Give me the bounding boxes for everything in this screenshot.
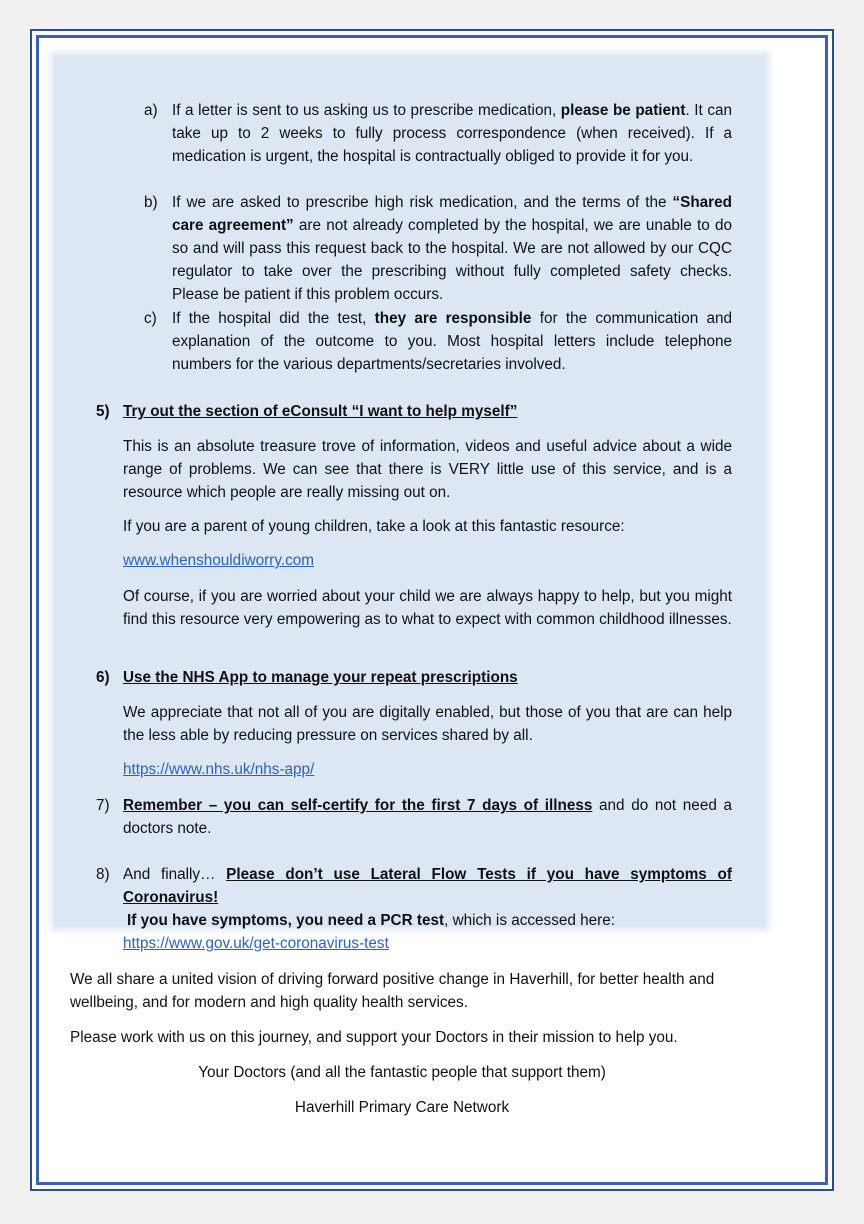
subitem-label: b) xyxy=(144,194,158,211)
item-6 xyxy=(123,666,732,781)
item-8-number: 8) xyxy=(96,866,110,883)
footer-paragraph: Please work with us on this journey, and support your Doctors in their mission to help you. xyxy=(70,1029,678,1046)
item-6-title: Use the NHS App to manage your repeat prescriptions xyxy=(123,669,518,686)
item-8-title: Please don’t use Lateral Flow Tests if you have symptoms of Coronavirus! xyxy=(123,866,732,906)
footer-paragraph: We all share a united vision of driving forward positive change in Haverhill, for better health and wellbeing, and for modern and high quality health services. xyxy=(70,971,715,1011)
coronavirus-test-link[interactable]: https://www.gov.uk/get-coronavirus-test xyxy=(123,935,389,952)
item-5-paragraph: Of course, if you are worried about your child we are always happy to help, but you might find this resource very empowering as to what to expect with common childhood illnesses. xyxy=(123,588,732,628)
item-5-number: 5) xyxy=(96,403,110,420)
organisation-name: Haverhill Primary Care Network xyxy=(294,1099,510,1116)
item-7-title: Remember – you can self-certify for the first 7 days of illness xyxy=(123,797,593,814)
subitem-b: b) If we are asked to prescribe high risk medication, and the terms of the “Shared care agreement” are not already completed by the hospital, we are unable to do so and will pass this request back to the hospital. We are not allowed by our CQC regulator to take over the prescribing without fully completed safety checks. Please be patient if this problem occurs. xyxy=(172,191,732,306)
item-8: And finally… Please don’t use Lateral Flow Tests if you have symptoms of Coronavirus! If you have symptoms, you need a PCR test, which is accessed here: https://www.gov.uk/get-coronavirus-test xyxy=(123,866,732,952)
whenshouldiworry-link[interactable]: www.whenshouldiworry.com xyxy=(123,552,314,569)
subitem-label: c) xyxy=(144,310,157,327)
item-5-paragraph: If you are a parent of young children, take a look at this fantastic resource: xyxy=(123,518,625,535)
item-5 xyxy=(123,400,732,631)
item-7-number: 7) xyxy=(96,797,110,814)
subitem-label: a) xyxy=(144,102,158,119)
item-5-paragraph: This is an absolute treasure trove of information, videos and useful advice about a wide range of problems. We can see that there is VERY little use of this service, and is a resource which people are really missing out on. xyxy=(123,438,732,501)
item-7: Remember – you can self-certify for the first 7 days of illness and do not need a doctors note. xyxy=(123,797,732,837)
subitem-a: a) If a letter is sent to us asking us to prescribe medication, please be patient. It can take up to 2 weeks to fully process correspondence (when received). If a medication is urgent, the hospital is contractually obliged to provide it for you. xyxy=(172,99,732,168)
item-6-number: 6) xyxy=(96,669,110,686)
bold-text: If you have symptoms, you need a PCR test xyxy=(127,912,445,929)
bold-text: “Shared care agreement” xyxy=(172,194,732,234)
subitem-c: c) If the hospital did the test, they are responsible for the communication and explanation of the outcome to you. Most hospital letters include telephone numbers for the various departments/secretaries involved. xyxy=(172,307,732,376)
item-6-paragraph: We appreciate that not all of you are digitally enabled, but those of you that are can help the less able by reducing pressure on services shared by all. xyxy=(123,704,732,744)
bold-text: please be patient xyxy=(560,102,686,119)
bold-text: they are responsible xyxy=(374,310,532,327)
item-5-title: Try out the section of eConsult “I want to help myself” xyxy=(123,403,518,420)
signoff: Your Doctors (and all the fantastic people that support them) xyxy=(198,1064,606,1081)
nhs-app-link[interactable]: https://www.nhs.uk/nhs-app/ xyxy=(123,761,315,778)
